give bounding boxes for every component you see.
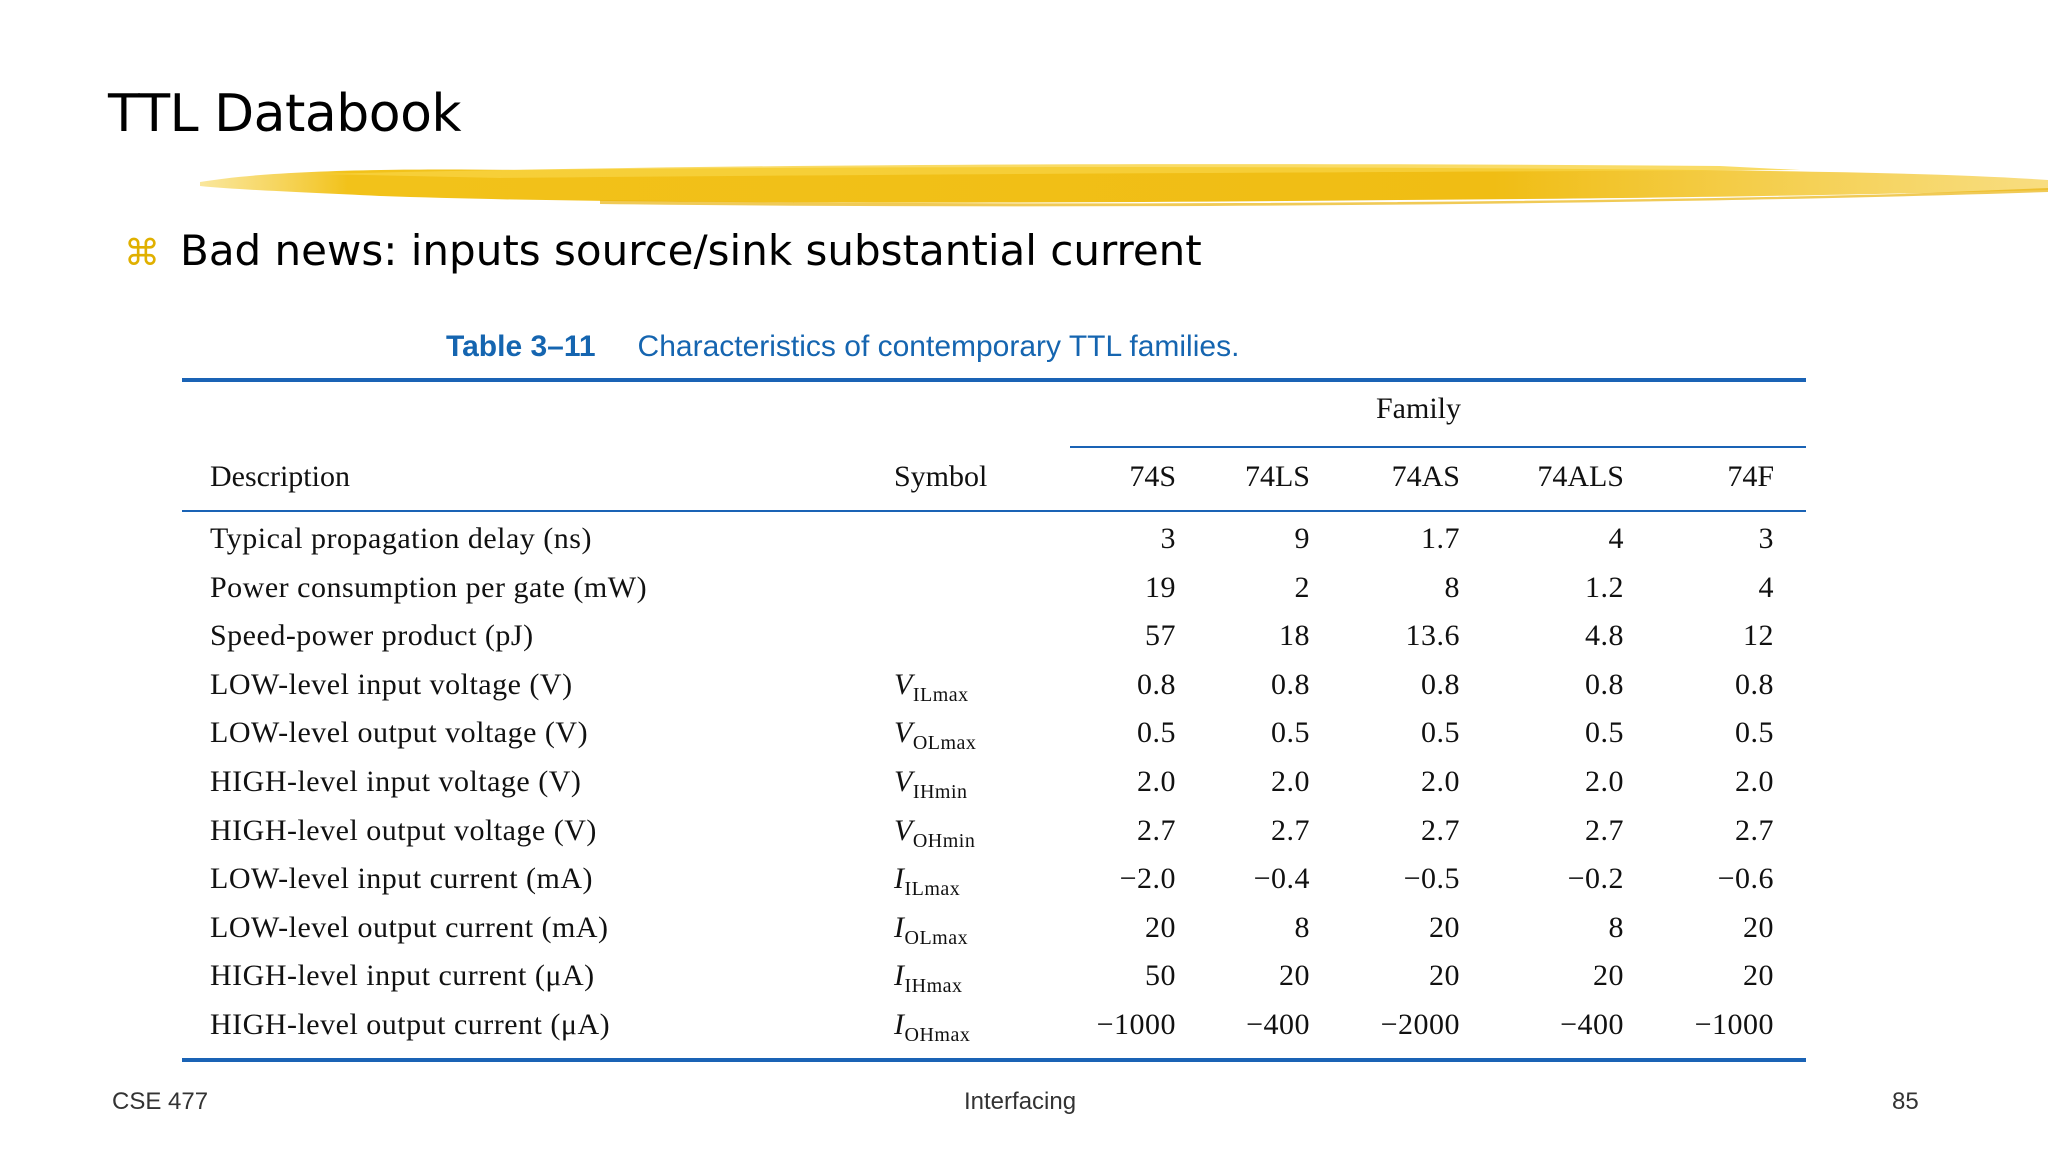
value-74als: 0.5 <box>1585 716 1624 749</box>
value-74f: −0.6 <box>1717 862 1774 895</box>
value-74als: 0.8 <box>1585 668 1624 701</box>
row-symbol <box>894 668 969 707</box>
value-74ls: −0.4 <box>1253 862 1310 895</box>
header-family-74f: 74F <box>1727 460 1774 493</box>
value-74s: −2.0 <box>1119 862 1176 895</box>
value-74ls: 20 <box>1279 959 1310 992</box>
value-74s: 20 <box>1145 911 1176 944</box>
value-74als: 2.0 <box>1585 765 1624 798</box>
value-74s: −1000 <box>1096 1008 1176 1041</box>
header-family-74ls: 74LS <box>1244 460 1310 493</box>
row-symbol-base: V <box>894 814 913 847</box>
command-key-icon: ⌘ <box>124 233 160 274</box>
value-74as: 0.8 <box>1421 668 1460 701</box>
value-74s: 19 <box>1145 571 1176 604</box>
value-74f: 12 <box>1743 619 1774 652</box>
row-description: HIGH-level input current (μA) <box>210 959 595 992</box>
value-74f: 20 <box>1743 911 1774 944</box>
row-description: HIGH-level input voltage (V) <box>210 765 582 798</box>
value-74as: 0.5 <box>1421 716 1460 749</box>
footer-course: CSE 477 <box>112 1088 209 1115</box>
value-74ls: 2 <box>1294 571 1310 604</box>
value-74als: −0.2 <box>1567 862 1624 895</box>
bullet-text: Bad news: inputs source/sink substantial current <box>180 226 1202 275</box>
row-symbol-subscript: OHmax <box>904 1024 971 1046</box>
table-bottom-rule <box>182 1058 1806 1062</box>
value-74s: 2.0 <box>1137 765 1176 798</box>
row-description: LOW-level output current (mA) <box>210 911 609 944</box>
row-symbol-subscript: IHmin <box>912 781 968 803</box>
table-top-rule <box>182 378 1806 382</box>
row-symbol-base: V <box>894 765 913 798</box>
value-74ls: 9 <box>1294 522 1310 555</box>
row-symbol-base: I <box>894 911 905 944</box>
bullet-item <box>124 226 1202 275</box>
row-description: HIGH-level output current (μA) <box>210 1008 611 1041</box>
row-symbol-base: I <box>894 1008 905 1041</box>
value-74as: 20 <box>1429 959 1460 992</box>
row-description: HIGH-level output voltage (V) <box>210 814 597 847</box>
row-symbol-base: V <box>894 716 913 749</box>
row-symbol-subscript: ILmax <box>904 878 961 900</box>
row-symbol-base: I <box>894 959 905 992</box>
row-description: Power consumption per gate (mW) <box>210 571 648 604</box>
value-74als: 4.8 <box>1585 619 1624 652</box>
table-caption <box>446 330 1239 364</box>
value-74ls: 8 <box>1294 911 1310 944</box>
footer-page-number: 85 <box>1892 1088 1919 1115</box>
header-symbol: Symbol <box>894 460 988 493</box>
row-symbol-subscript: OLmax <box>904 927 969 949</box>
row-symbol-subscript: OHmin <box>912 830 976 852</box>
table-caption-number: Table 3–11 <box>446 330 596 363</box>
value-74ls: 0.8 <box>1271 668 1310 701</box>
row-description: LOW-level output voltage (V) <box>210 716 589 749</box>
value-74als: 20 <box>1593 959 1624 992</box>
value-74f: 4 <box>1758 571 1774 604</box>
value-74ls: −400 <box>1246 1008 1310 1041</box>
slide-title: TTL Databook <box>108 84 462 144</box>
value-74f: 0.8 <box>1735 668 1774 701</box>
row-symbol <box>894 716 976 755</box>
row-symbol-subscript: ILmax <box>912 684 969 706</box>
row-symbol-subscript: OLmax <box>912 732 977 754</box>
row-symbol <box>894 765 968 804</box>
value-74s: 50 <box>1145 959 1176 992</box>
value-74as: 13.6 <box>1405 619 1460 652</box>
value-74as: 2.7 <box>1421 814 1460 847</box>
value-74als: 4 <box>1608 522 1624 555</box>
table-caption-text: Characteristics of contemporary TTL families. <box>637 330 1240 363</box>
row-symbol-base: V <box>894 668 913 701</box>
value-74als: 1.2 <box>1585 571 1624 604</box>
value-74s: 3 <box>1160 522 1176 555</box>
value-74s: 0.8 <box>1137 668 1176 701</box>
value-74als: 8 <box>1608 911 1624 944</box>
value-74als: −400 <box>1560 1008 1624 1041</box>
header-family-74s: 74S <box>1129 460 1176 493</box>
row-symbol-subscript: IHmax <box>904 975 963 997</box>
value-74f: 2.0 <box>1735 765 1774 798</box>
row-symbol <box>894 814 975 853</box>
row-symbol <box>894 911 968 950</box>
row-symbol <box>894 959 963 998</box>
value-74as: 2.0 <box>1421 765 1460 798</box>
header-description: Description <box>210 460 350 493</box>
value-74f: 20 <box>1743 959 1774 992</box>
row-symbol <box>894 1008 970 1047</box>
value-74s: 2.7 <box>1137 814 1176 847</box>
row-description: Typical propagation delay (ns) <box>210 522 592 555</box>
header-family-74als: 74ALS <box>1537 460 1624 493</box>
value-74f: 0.5 <box>1735 716 1774 749</box>
family-header: Family <box>1376 392 1462 425</box>
row-description: LOW-level input current (mA) <box>210 862 594 895</box>
header-family-74as: 74AS <box>1391 460 1460 493</box>
value-74s: 0.5 <box>1137 716 1176 749</box>
header-rule <box>182 510 1806 512</box>
family-rule <box>1070 446 1806 448</box>
title-underline-brush <box>200 160 2048 216</box>
value-74ls: 2.0 <box>1271 765 1310 798</box>
value-74f: 2.7 <box>1735 814 1774 847</box>
row-description: LOW-level input voltage (V) <box>210 668 573 701</box>
value-74as: 20 <box>1429 911 1460 944</box>
value-74as: −2000 <box>1380 1008 1460 1041</box>
value-74as: 8 <box>1444 571 1460 604</box>
value-74as: −0.5 <box>1403 862 1460 895</box>
row-description: Speed-power product (pJ) <box>210 619 534 652</box>
value-74als: 2.7 <box>1585 814 1624 847</box>
value-74ls: 0.5 <box>1271 716 1310 749</box>
value-74as: 1.7 <box>1421 522 1460 555</box>
row-symbol <box>894 862 960 901</box>
row-symbol-base: I <box>894 862 905 895</box>
value-74s: 57 <box>1145 619 1176 652</box>
footer-section: Interfacing <box>964 1088 1077 1115</box>
value-74f: −1000 <box>1694 1008 1774 1041</box>
value-74ls: 2.7 <box>1271 814 1310 847</box>
value-74f: 3 <box>1758 522 1774 555</box>
value-74ls: 18 <box>1279 619 1310 652</box>
